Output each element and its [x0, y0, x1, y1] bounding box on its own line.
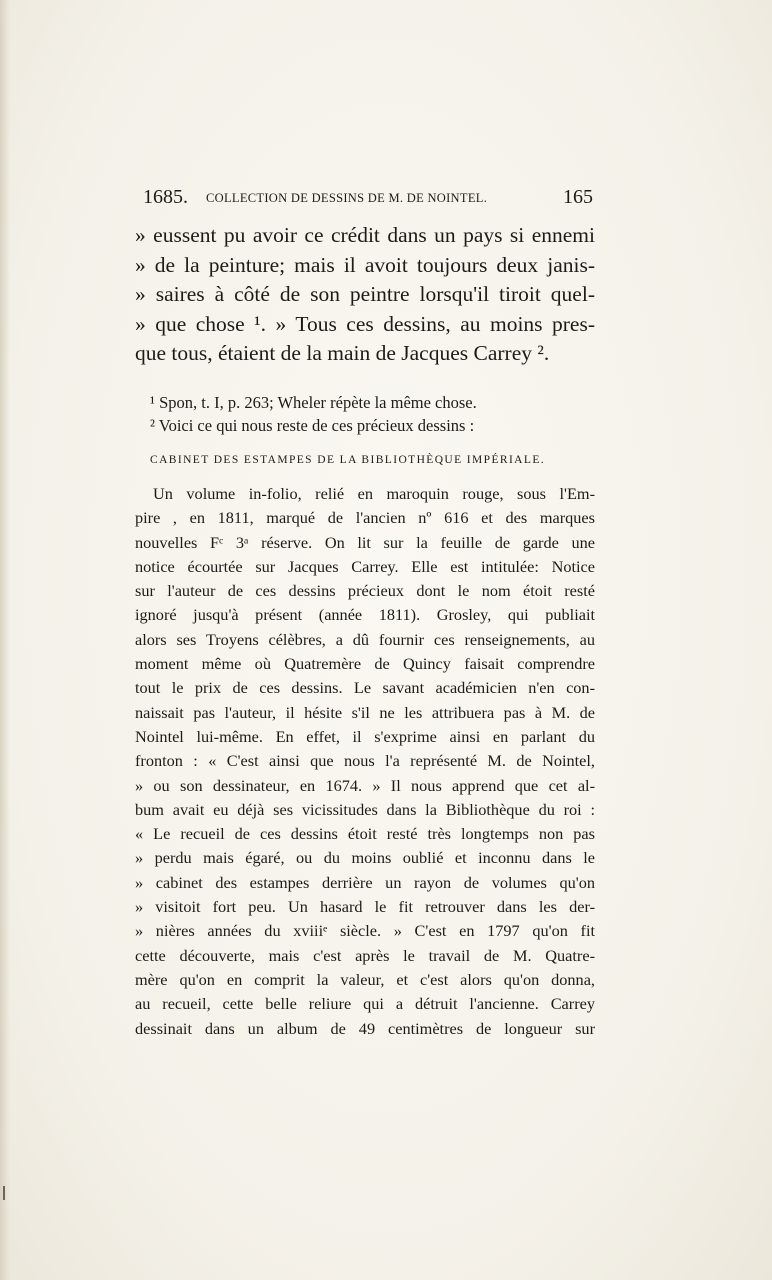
body-line: moment même où Quatremère de Quincy faisait comprendre	[135, 654, 595, 674]
page-number: 165	[563, 186, 593, 208]
body-line: nouvelles Fᶜ 3ᵃ réserve. On lit sur la feuille de garde une	[135, 532, 595, 552]
body-line: Un volume in-folio, relié en maroquin rouge, sous l'Em-	[153, 484, 595, 503]
body-line: bum avait eu déjà ses vicissitudes dans la Bibliothèque du roi :	[135, 799, 595, 819]
body-line: » ou son dessinateur, en 1674. » Il nous apprend que cet al-	[135, 775, 595, 795]
page-gutter-shadow	[0, 0, 10, 1280]
body-line: dessinait dans un album de 49 centimètres de longueur sur	[135, 1018, 595, 1038]
body-line: naissait pas l'auteur, il hésite s'il ne les attribuera pas à M. de	[135, 702, 595, 722]
footnotes	[150, 391, 595, 437]
body-line: » cabinet des estampes derrière un rayon de volumes qu'on	[135, 872, 595, 892]
body-line: sur l'auteur de ces dessins précieux dont le nom étoit resté	[135, 581, 595, 601]
header-year: 1685.	[143, 186, 188, 208]
main-text-line: que tous, étaient de la main de Jacques Carrey ².	[135, 341, 550, 365]
main-text	[135, 221, 595, 369]
body-line: » visitoit fort peu. Un hasard le fit retrouver dans les der-	[135, 897, 595, 917]
body-line: mère qu'on en comprit la valeur, et c'est alors qu'on donna,	[135, 969, 595, 989]
body-line: « Le recueil de ces dessins étoit resté très longtemps non pas	[135, 824, 595, 844]
footnote-2: ² Voici ce qui nous reste de ces précieux dessins :	[150, 416, 475, 435]
body-line: notice écourtée sur Jacques Carrey. Elle est intitulée: Notice	[135, 556, 595, 576]
body-line: ignoré jusqu'à présent (année 1811). Grosley, qui publiait	[135, 605, 595, 625]
margin-mark	[3, 1186, 5, 1200]
body-line: cette découverte, mais c'est après le travail de M. Quatre-	[135, 945, 595, 965]
body-line: » perdu mais égaré, ou du moins oublié et inconnu dans le	[135, 848, 595, 868]
body-line: tout le prix de ces dessins. Le savant académicien n'en con-	[135, 678, 595, 698]
main-text-line: » saires à côté de son peintre lorsqu'il tiroit quel-	[135, 282, 595, 306]
body-line: alors ses Troyens célèbres, a dû fournir ces renseignements, au	[135, 629, 595, 649]
body-line: au recueil, cette belle reliure qui a détruit l'ancienne. Carrey	[135, 994, 595, 1014]
main-text-line: » que chose ¹. » Tous ces dessins, au moins pres-	[135, 311, 595, 336]
body-line: » nières années du xviiiᵉ siècle. » C'est en 1797 qu'on fit	[135, 921, 595, 941]
section-heading: CABINET DES ESTAMPES DE LA BIBLIOTHÈQUE IMPÉRIALE.	[150, 454, 546, 466]
main-text-line: » de la peinture; mais il avoit toujours deux janis-	[135, 252, 595, 277]
body-line: fronton : « C'est ainsi que nous l'a représenté M. de Nointel,	[135, 751, 595, 771]
body-line: pire , en 1811, marqué de l'ancien nº 616 et des marques	[135, 508, 595, 528]
main-text-line: » eussent pu avoir ce crédit dans un pays si ennemi	[135, 223, 595, 247]
running-header	[143, 186, 593, 212]
header-title: COLLECTION DE DESSINS DE M. DE NOINTEL.	[206, 191, 488, 205]
footnote-1: ¹ Spon, t. I, p. 263; Wheler répète la même chose.	[150, 393, 477, 412]
body-line: Nointel lui-même. En effet, il s'exprime ainsi en parlant du	[135, 726, 595, 746]
footnote-body-text	[135, 482, 595, 1041]
